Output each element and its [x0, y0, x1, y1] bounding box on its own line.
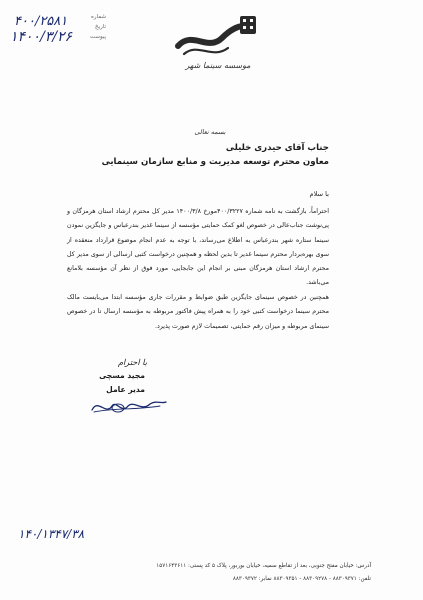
letter-number: ۴۰۰/۲۵۸۱ — [14, 14, 68, 29]
signer-title: مدیر عامل — [106, 385, 145, 394]
meta-label-number: شماره — [90, 14, 106, 20]
footer-address: آدرس: خیابان مفتح جنوبی، بعد از تقاطع سمیه، خیابان بوربور، پلاک ۵ کد پستی: ۱۵۷۱۶۴۳۶۱۱ — [156, 563, 371, 569]
recipient-name: جناب آقای حیدری خلیلی — [225, 143, 329, 153]
letter-date: ۱۴۰۰/۳/۲۶ — [10, 29, 73, 45]
salutation: با سلام — [309, 190, 329, 198]
body-paragraph-2: همچنین در خصوص سینمای جایگزین طبق ضوابط و مقررات جاری مؤسسه ابتدا می‌بایست مالک محترم سینما درخواست کتبی خود را به همراه پیش فاکتور مربوطه به مؤسسه ارسال تا در خصوص سینمای مربوطه و میزان رقم حمایتی، تصمیمات لازم صورت پذیرد. — [67, 294, 329, 330]
bismillah-heading: بسمه تعالی — [194, 128, 226, 136]
meta-label-attachment: پیوست — [89, 34, 106, 40]
meta-label-date: تاریخ — [95, 24, 106, 30]
registration-number: ۱۴۰/۱۳۴۷/۳۸ — [18, 527, 85, 541]
handwritten-signature — [88, 394, 170, 418]
footer-contact: تلفن: ۸۸۳۰۹۳۷۱ - ۸۸۳۰۹۲۷۸ - ۸۸۳۰۹۳۵۱ نمابر: ۸۸۳۰۹۳۷۲ — [232, 576, 371, 582]
signer-name: مجید مسچی — [99, 371, 145, 380]
logo-caption: موسسه سینما شهر — [185, 61, 251, 70]
closing-greeting: با احترام — [117, 357, 147, 367]
recipient-title: معاون محترم توسعه مدیریت و منابع سازمان سینمایی — [101, 157, 329, 167]
body-paragraph-1: احتراماً، بازگشت به نامه شماره ۴۰۰/۳۲۲۷مورخ ۱۴۰۰/۳/۸ مدیر کل محترم ارشاد استان هرمزگان و پی‌نوشت جناب‌عالی در خصوص لغو کمک حمایتی مؤسسه از سینما غدیر بندرعباس و جایگزین نمودن سینما ستاره شهر بندرعباس به اطلاع می‌رساند، با توجه به عدم انجام موضوع قرارداد منعقده از سوی بهره‌بردار محترم سینما غدیر تا بدین لحظه و همچنین درخواست کتبی ارسالی از سوی مدیر کل محترم ارشاد استان هرمزگان مبنی بر انجام این جابجایی، مورد فوق از نظر آن مؤسسه بلامانع می‌باشد. — [67, 208, 330, 287]
